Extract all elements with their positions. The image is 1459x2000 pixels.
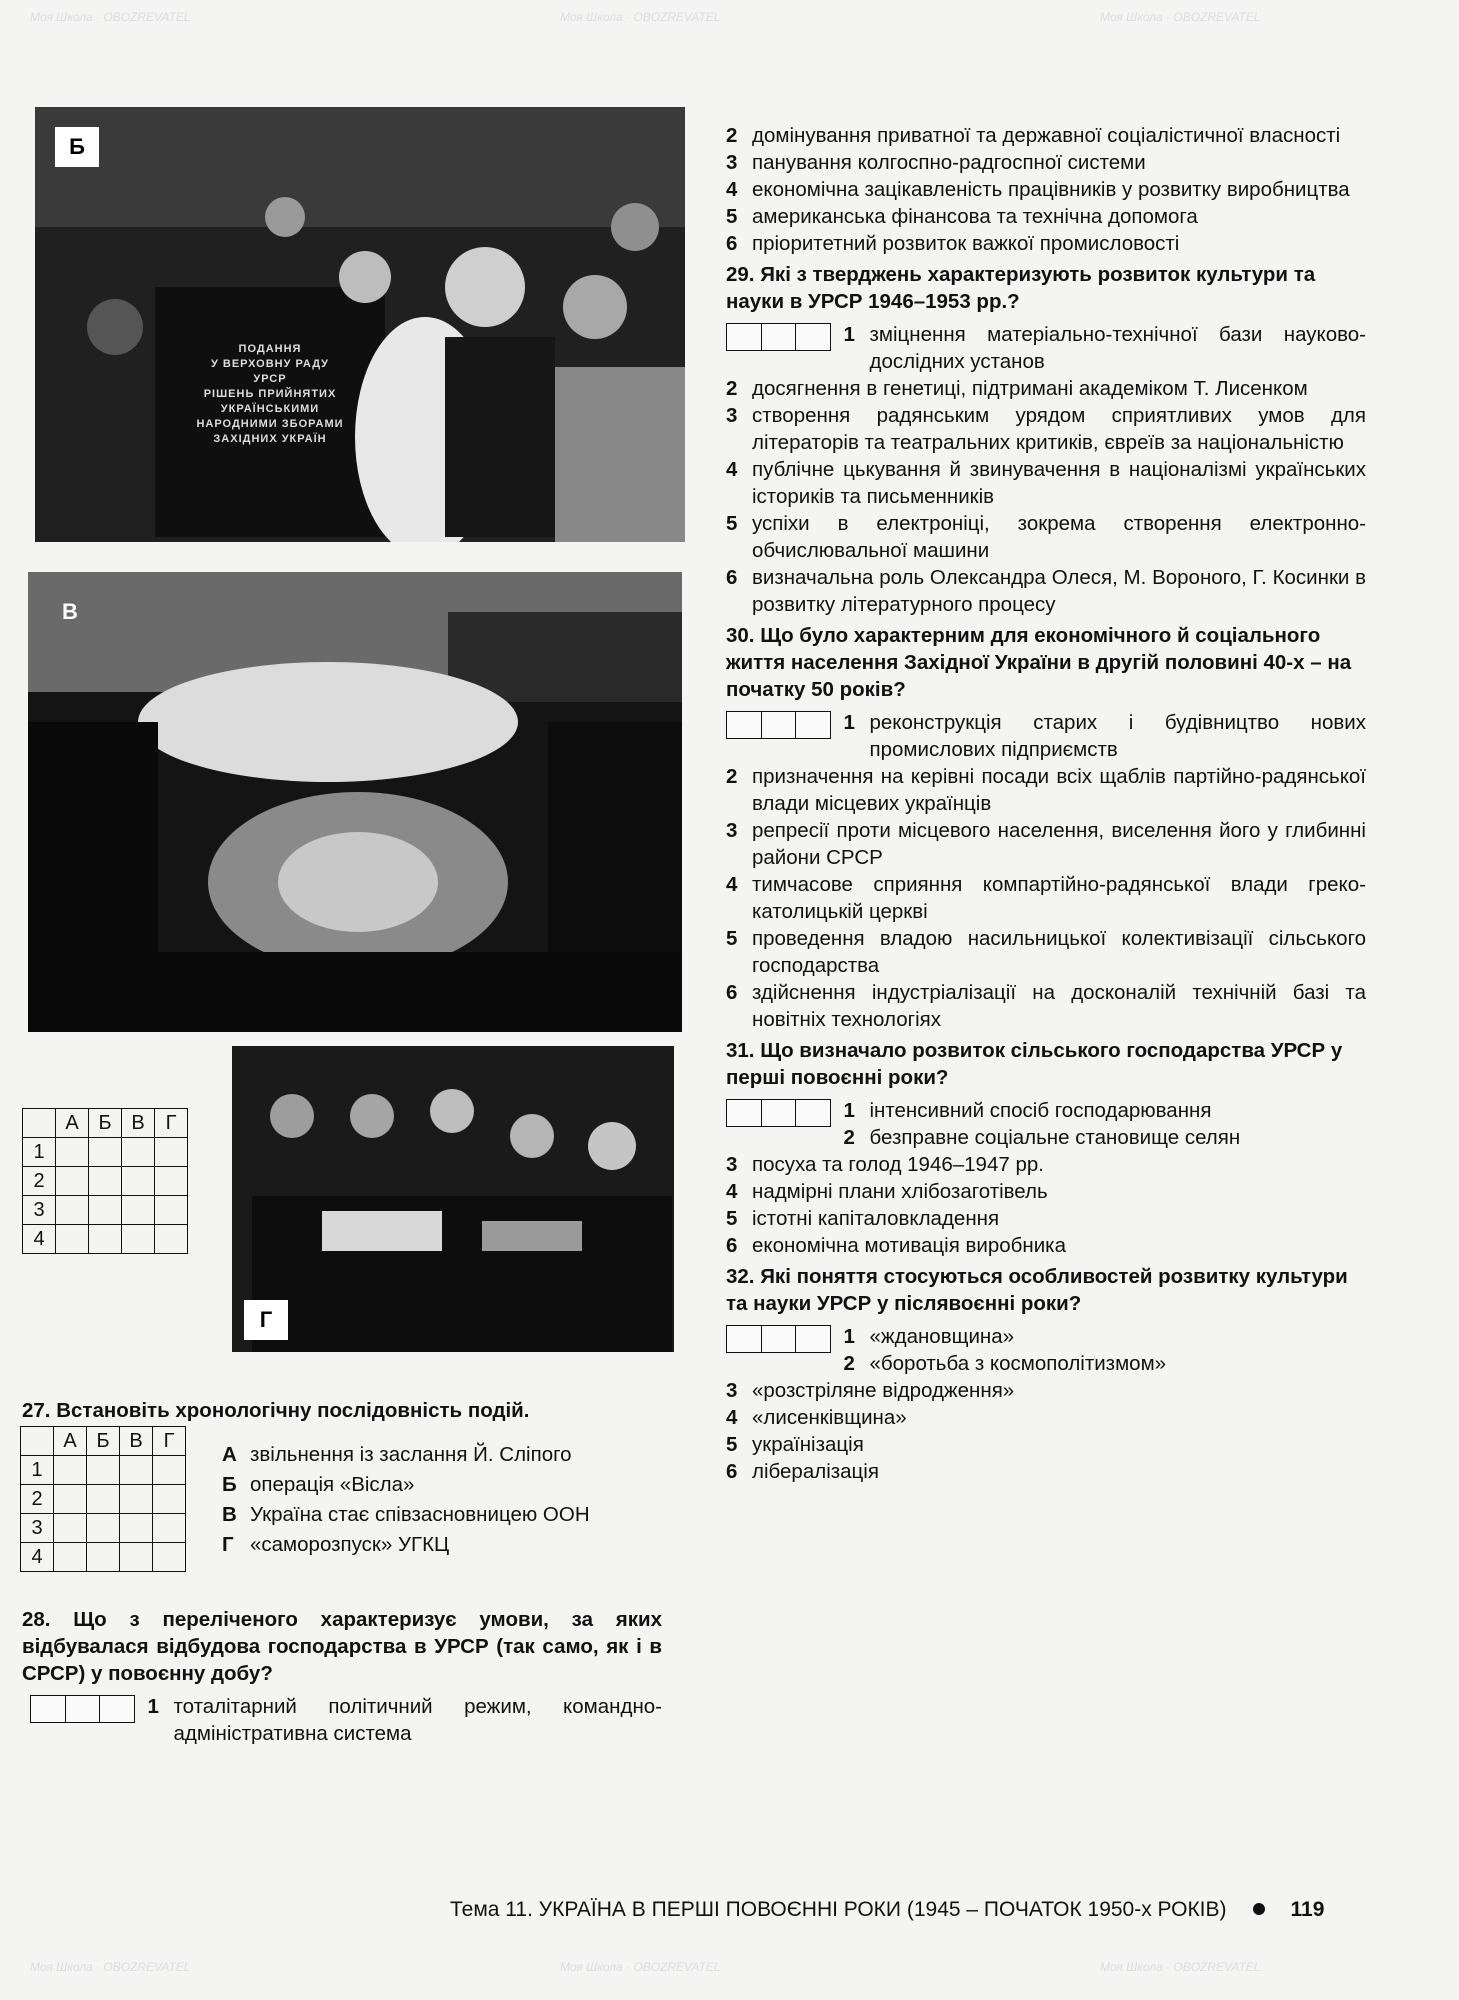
answer-option xyxy=(726,1151,1366,1178)
event-text: звільнення із заслання Й. Сліпого xyxy=(250,1443,572,1466)
answer-option xyxy=(726,817,1366,871)
answer-option xyxy=(726,176,1366,203)
option-number: 1 xyxy=(843,1325,855,1348)
answer-option xyxy=(726,871,1366,925)
option-number: 6 xyxy=(726,981,738,1004)
grid-cell[interactable] xyxy=(122,1225,155,1254)
answer-option xyxy=(726,925,1366,979)
option-number: 1 xyxy=(843,1099,855,1122)
option-number: 3 xyxy=(726,1153,738,1176)
grid-cell[interactable] xyxy=(122,1196,155,1225)
answer-option xyxy=(726,375,1366,402)
option-number: 6 xyxy=(726,1234,738,1257)
option-number: 3 xyxy=(726,819,738,842)
grid-header xyxy=(23,1109,56,1138)
question-29-answer-row xyxy=(726,321,1366,375)
watermark: Моя Школа · OBOZREVATEL xyxy=(1100,10,1261,24)
placard-line: ЗАХІДНИХ УКРАЇН xyxy=(213,433,327,445)
option-text: репресії проти місцевого населення, виселення його у глибинні райони СРСР xyxy=(752,819,1366,869)
page-number: 119 xyxy=(1290,1898,1325,1921)
option-text: пріоритетний розвиток важкої промисловості xyxy=(752,232,1180,255)
option-text: безправне соціальне становище селян xyxy=(869,1126,1241,1149)
option-text: «лисенківщина» xyxy=(752,1406,907,1429)
question-28 xyxy=(22,1602,662,1747)
watermark: Моя Школа · OBOZREVATEL xyxy=(30,1960,191,1974)
option-number: 1 xyxy=(147,1695,159,1718)
option-text: лібералізація xyxy=(752,1460,879,1483)
option-text: «розстріляне відродження» xyxy=(752,1379,1015,1402)
grid-cell[interactable] xyxy=(56,1167,89,1196)
grid-cell[interactable] xyxy=(54,1485,87,1514)
answer-option xyxy=(726,402,1366,456)
answer-option xyxy=(726,564,1366,618)
grid-cell[interactable] xyxy=(89,1225,122,1254)
answer-boxes[interactable] xyxy=(726,711,830,763)
answer-grid-q27 xyxy=(20,1426,186,1572)
grid-cell[interactable] xyxy=(155,1196,188,1225)
grid-cell[interactable] xyxy=(153,1543,186,1572)
answer-option xyxy=(726,122,1366,149)
option-text: панування колгоспно-радгоспної системи xyxy=(752,151,1146,174)
photo-b-placard xyxy=(195,342,345,447)
grid-cell[interactable] xyxy=(120,1485,153,1514)
answer-option xyxy=(726,510,1366,564)
question-27 xyxy=(22,1393,672,1424)
grid-row-label: 4 xyxy=(23,1225,56,1254)
option-text: зміцнення матеріально-технічної бази науково-дослідних установ xyxy=(869,323,1366,373)
grid-row-label: 4 xyxy=(21,1543,54,1572)
placard-line: РІШЕНЬ ПРИЙНЯТИХ xyxy=(203,388,337,400)
option-number: 1 xyxy=(843,711,855,734)
option-number: 2 xyxy=(726,124,738,147)
event-text: «саморозпуск» УГКЦ xyxy=(250,1533,450,1556)
right-column xyxy=(726,122,1366,1485)
option-text: проведення владою насильницької колективізації сільського господарства xyxy=(752,927,1366,977)
grid-cell[interactable] xyxy=(153,1456,186,1485)
answer-boxes[interactable] xyxy=(30,1695,134,1747)
option-number: 5 xyxy=(726,512,738,535)
grid-row-label: 1 xyxy=(23,1138,56,1167)
answer-option xyxy=(726,1178,1366,1205)
option-text: визначальна роль Олександра Олеся, М. Вороного, Г. Косинки в розвитку літературного процесу xyxy=(752,566,1366,616)
question-30-answer-row xyxy=(726,709,1366,763)
event-letter: А xyxy=(222,1443,237,1466)
grid-cell[interactable] xyxy=(155,1225,188,1254)
option-number: 6 xyxy=(726,232,738,255)
grid-cell[interactable] xyxy=(56,1196,89,1225)
grid-cell[interactable] xyxy=(56,1138,89,1167)
answer-boxes[interactable] xyxy=(726,1099,830,1151)
event-letter: Г xyxy=(222,1533,234,1556)
option-text: досягнення в генетиці, підтримані академіком Т. Лисенком xyxy=(752,377,1308,400)
option-text: американська фінансова та технічна допомога xyxy=(752,205,1198,228)
event-text: Україна стає співзасновницею ООН xyxy=(250,1503,590,1526)
grid-cell[interactable] xyxy=(87,1456,120,1485)
option-number: 5 xyxy=(726,1433,738,1456)
grid-row-label: 2 xyxy=(21,1485,54,1514)
grid-cell[interactable] xyxy=(155,1138,188,1167)
option-text: здійснення індустріалізації на досконалій технічній базі та новітніх технологіях xyxy=(752,981,1366,1031)
option-text: економічна зацікавленість працівників у розвитку виробництва xyxy=(752,178,1350,201)
grid-cell[interactable] xyxy=(120,1456,153,1485)
grid-cell[interactable] xyxy=(89,1138,122,1167)
answer-option xyxy=(726,456,1366,510)
placard-line: ПОДАННЯ xyxy=(238,343,302,355)
grid-cell[interactable] xyxy=(54,1543,87,1572)
grid-cell[interactable] xyxy=(54,1456,87,1485)
option-text: «боротьба з космополітизмом» xyxy=(869,1352,1167,1375)
option-number: 2 xyxy=(726,765,738,788)
option-number: 2 xyxy=(843,1352,855,1375)
answer-boxes[interactable] xyxy=(726,1325,830,1377)
grid-cell[interactable] xyxy=(153,1485,186,1514)
grid-cell[interactable] xyxy=(120,1543,153,1572)
question-32-title: 32. Які поняття стосуються особливостей розвитку культури та науки УРСР у післявоєнні роки? xyxy=(726,1265,1348,1315)
option-number: 4 xyxy=(726,873,738,896)
photo-b xyxy=(35,107,685,542)
option-number: 4 xyxy=(726,1406,738,1429)
option-text: тимчасове сприяння компартійно-радянської влади греко-католицькій церкві xyxy=(752,873,1366,923)
photo-v-image xyxy=(28,572,682,1032)
option-number: 3 xyxy=(726,1379,738,1402)
option-number: 5 xyxy=(726,927,738,950)
answer-option xyxy=(726,1232,1366,1259)
photo-b-image xyxy=(35,107,685,542)
question-27-events xyxy=(222,1440,590,1560)
question-32-answer-row xyxy=(726,1323,1366,1377)
option-text: тоталітарний політичний режим, командно-адміністративна система xyxy=(173,1695,662,1745)
placard-line: УКРАЇНСЬКИМИ xyxy=(220,403,320,415)
event-item xyxy=(222,1470,590,1500)
bullet-icon xyxy=(1253,1903,1265,1915)
option-number: 5 xyxy=(726,1207,738,1230)
answer-option xyxy=(726,1377,1366,1404)
grid-cell[interactable] xyxy=(87,1485,120,1514)
question-29-title: 29. Які з тверджень характеризують розвиток культури та науки в УРСР 1946–1953 рр.? xyxy=(726,263,1316,313)
grid-row-label: 1 xyxy=(21,1456,54,1485)
answer-option xyxy=(726,1431,1366,1458)
placard-line: НАРОДНИМИ ЗБОРАМИ xyxy=(196,418,344,430)
answer-option xyxy=(726,1458,1366,1485)
grid-row-label: 3 xyxy=(21,1514,54,1543)
option-number: 2 xyxy=(843,1126,855,1149)
watermark: Моя Школа · OBOZREVATEL xyxy=(560,1960,721,1974)
event-letter: Б xyxy=(222,1473,237,1496)
event-item xyxy=(222,1530,590,1560)
question-30-title: 30. Що було характерним для економічного й соціального життя населення Західної України в другій половині 40-х – на початку 50 років? xyxy=(726,624,1352,701)
watermark: Моя Школа · OBOZREVATEL xyxy=(1100,1960,1261,1974)
question-31-title: 31. Що визначало розвиток сільського господарства УРСР у перші повоєнні роки? xyxy=(726,1039,1343,1089)
grid-header: Г xyxy=(155,1109,188,1138)
placard-line: УРСР xyxy=(253,373,287,385)
option-number: 4 xyxy=(726,458,738,481)
grid-cell[interactable] xyxy=(54,1514,87,1543)
option-number: 6 xyxy=(726,566,738,589)
answer-option xyxy=(726,1404,1366,1431)
grid-cell[interactable] xyxy=(56,1225,89,1254)
answer-option xyxy=(726,763,1366,817)
answer-option xyxy=(726,230,1366,257)
option-number: 5 xyxy=(726,205,738,228)
option-text: надмірні плани хлібозаготівель xyxy=(752,1180,1048,1203)
option-text: реконструкція старих і будівництво нових промислових підприємств xyxy=(869,711,1366,761)
option-text: призначення на керівні посади всіх щаблів партійно-радянської влади місцевих українців xyxy=(752,765,1366,815)
grid-header: Б xyxy=(89,1109,122,1138)
option-number: 3 xyxy=(726,151,738,174)
event-letter: В xyxy=(222,1503,237,1526)
option-text: успіхи в електроніці, зокрема створення електронно-обчислювальної машини xyxy=(752,512,1366,562)
grid-header: А xyxy=(54,1427,87,1456)
option-number: 2 xyxy=(726,377,738,400)
photo-g-label: Г xyxy=(244,1300,288,1340)
answer-option xyxy=(726,203,1366,230)
grid-header: Б xyxy=(87,1427,120,1456)
option-text: інтенсивний спосіб господарювання xyxy=(869,1099,1212,1122)
question-28-answer-row xyxy=(22,1693,662,1747)
option-number: 6 xyxy=(726,1460,738,1483)
event-item xyxy=(222,1500,590,1530)
grid-cell[interactable] xyxy=(155,1167,188,1196)
footer-title: Тема 11. УКРАЇНА В ПЕРШІ ПОВОЄННІ РОКИ (1945 – ПОЧАТОК 1950-х РОКІВ) xyxy=(450,1898,1227,1921)
question-27-title: 27. Встановіть хронологічну послідовність подій. xyxy=(22,1399,530,1422)
grid-header: В xyxy=(122,1109,155,1138)
option-text: «ждановщина» xyxy=(869,1325,1015,1348)
answer-option xyxy=(726,149,1366,176)
grid-row-label: 2 xyxy=(23,1167,56,1196)
grid-cell[interactable] xyxy=(122,1138,155,1167)
answer-option xyxy=(726,1205,1366,1232)
option-number: 1 xyxy=(843,323,855,346)
grid-cell[interactable] xyxy=(87,1543,120,1572)
page-footer xyxy=(450,1898,1324,1922)
grid-row-label: 3 xyxy=(23,1196,56,1225)
option-text: домінування приватної та державної соціалістичної власності xyxy=(752,124,1341,147)
watermark: Моя Школа · OBOZREVATEL xyxy=(560,10,721,24)
answer-option xyxy=(148,1693,663,1747)
grid-cell[interactable] xyxy=(89,1167,122,1196)
grid-cell[interactable] xyxy=(87,1514,120,1543)
option-text: економічна мотивація виробника xyxy=(752,1234,1066,1257)
photo-b-label: Б xyxy=(55,127,99,167)
photo-g-image xyxy=(232,1046,674,1352)
grid-header xyxy=(21,1427,54,1456)
grid-cell[interactable] xyxy=(122,1167,155,1196)
grid-cell[interactable] xyxy=(89,1196,122,1225)
photo-v-label: В xyxy=(62,599,78,624)
photo-v xyxy=(28,572,682,1032)
option-number: 4 xyxy=(726,1180,738,1203)
option-text: істотні капіталовкладення xyxy=(752,1207,1000,1230)
grid-header: В xyxy=(120,1427,153,1456)
event-item xyxy=(222,1440,590,1470)
watermark: Моя Школа · OBOZREVATEL xyxy=(30,10,191,24)
question-28-title: 28. Що з переліченого характеризує умови, за яких відбувалася відбудова господарства в УРСР (так само, як і в СРСР) у повоєнну добу? xyxy=(22,1608,662,1685)
answer-grid-q26 xyxy=(22,1108,188,1254)
question-31-answer-row xyxy=(726,1097,1366,1151)
option-text: створення радянським урядом сприятливих умов для літераторів та театральних критиків, євреїв за національністю xyxy=(752,404,1366,454)
placard-line: У ВЕРХОВНУ РАДУ xyxy=(210,358,330,370)
answer-option xyxy=(726,979,1366,1033)
photo-g xyxy=(232,1046,674,1352)
option-text: українізація xyxy=(752,1433,864,1456)
answer-boxes[interactable] xyxy=(726,323,830,375)
option-text: публічне цькування й звинувачення в націоналізмі українських істориків та письменників xyxy=(752,458,1366,508)
option-number: 3 xyxy=(726,404,738,427)
event-text: операція «Вісла» xyxy=(250,1473,415,1496)
grid-cell[interactable] xyxy=(120,1514,153,1543)
grid-header: А xyxy=(56,1109,89,1138)
option-text: посуха та голод 1946–1947 рр. xyxy=(752,1153,1044,1176)
option-number: 4 xyxy=(726,178,738,201)
grid-header: Г xyxy=(153,1427,186,1456)
grid-cell[interactable] xyxy=(153,1514,186,1543)
